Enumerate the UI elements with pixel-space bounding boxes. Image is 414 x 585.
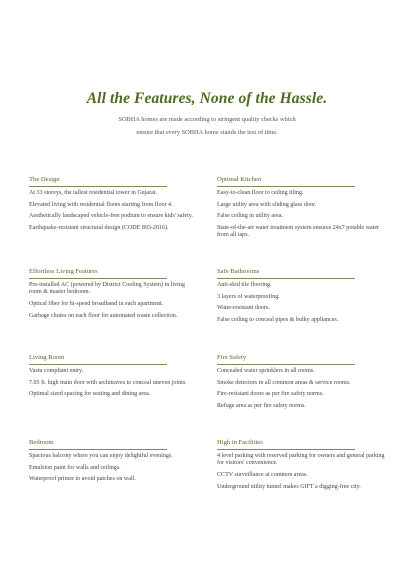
feature-list [217,453,385,491]
feature-list [29,368,197,399]
heading-divider [29,186,167,187]
section-heading: Safe Bathrooms [217,268,260,275]
list-item: Spacious balcony where you can enjoy delightful evenings. [29,453,173,459]
list-item: False ceiling to conceal pipes & bulky appliances. [217,317,339,324]
list-item: Garbage chutes on each floor for automated waste collection. [29,312,178,319]
page-subtitle [0,114,414,139]
list-item: 4 level parking with reserved parking for owners and general parking for visitors' convenience. [217,453,385,467]
heading-divider [29,449,167,450]
section-the-design [29,175,197,237]
list-item: 7.05 ft. high main door with architraves to conceal uneven joints. [29,379,187,386]
section-safe-bathrooms [217,267,385,329]
feature-list [29,190,197,232]
list-item: Concealed water sprinklers in all rooms. [217,368,315,374]
list-item: Optimal sized spacing for seating and dining area. [29,391,151,398]
list-item: Aesthetically landscaped vehicle-free podium to ensure kids' safety. [29,213,193,220]
list-item: 3 layers of waterproofing. [217,293,280,300]
heading-divider [217,186,355,187]
list-item: Waterproof primer to avoid patches on wall. [29,476,136,483]
heading-divider [217,449,355,450]
section-heading: Bedroom [29,439,54,446]
list-item: Emulsion paint for walls and ceilings. [29,464,121,471]
section-effortless-living [29,267,197,324]
page-title: All the Features, None of the Hassle. [86,90,328,107]
list-item: False ceiling in utility area. [217,213,283,220]
list-item: Underground utility tunnel makes GIFT a digging-free city. [217,483,361,490]
list-item: Optical fiber for hi-speed broadband in each apartment. [29,300,164,307]
list-item: At 33 storeys, the tallest residential tower in Gujarat. [29,190,157,196]
feature-list [29,282,197,320]
subtitle-line: ensure that every SOBHA home stands the test of time. [136,128,278,136]
heading-divider [217,364,355,365]
list-item: State-of-the-art water treatment system ensures 24x7 potable water from all taps. [217,225,380,239]
list-item: Large utility area with sliding glass door. [217,201,317,208]
list-item: Elevated living with residential floors starting from floor 4. [29,201,173,208]
list-item: Refuge area as per fire safety norms. [217,403,306,410]
list-item: Vastu compliant entry. [29,368,84,374]
feature-list [217,368,385,410]
heading-divider [29,364,167,365]
list-item: Water-resistant doors. [217,305,270,312]
section-bedroom [29,438,197,488]
section-heading: Living Room [29,354,65,361]
list-item: CCTV surveillance at common areas. [217,471,308,478]
section-heading: Effortless Living Features [29,268,98,275]
heading-divider [217,278,355,279]
heading-divider [29,278,167,279]
feature-list [29,453,197,484]
section-heading: High in Facilities [217,439,263,446]
section-heading: The Design [29,176,60,183]
list-item: Anti-skid tile flooring. [217,282,272,288]
section-living-room [29,353,197,403]
list-item: Easy-to-clean floor to ceiling tiling. [217,190,304,196]
section-fire-safety [217,353,385,415]
list-item: Pre-installed AC (powered by District Cooling System) in living room & master bedroom. [29,282,185,296]
subtitle-line: SOBHA homes are made according to stringent quality checks which [118,116,296,123]
section-heading: Fire Safety [217,354,247,361]
section-optimal-kitchen [217,175,385,244]
section-high-in-facilities [217,438,385,495]
feature-list [217,190,385,240]
feature-list [217,282,385,324]
list-item: Earthquake-resistant structural design (CODE 893-2016). [29,225,169,232]
list-item: Smoke detectors in all common areas & service rooms. [217,379,351,386]
section-heading: Optimal Kitchen [217,176,262,183]
list-item: Fire-resistant doors as per fire safety norms. [217,391,324,398]
